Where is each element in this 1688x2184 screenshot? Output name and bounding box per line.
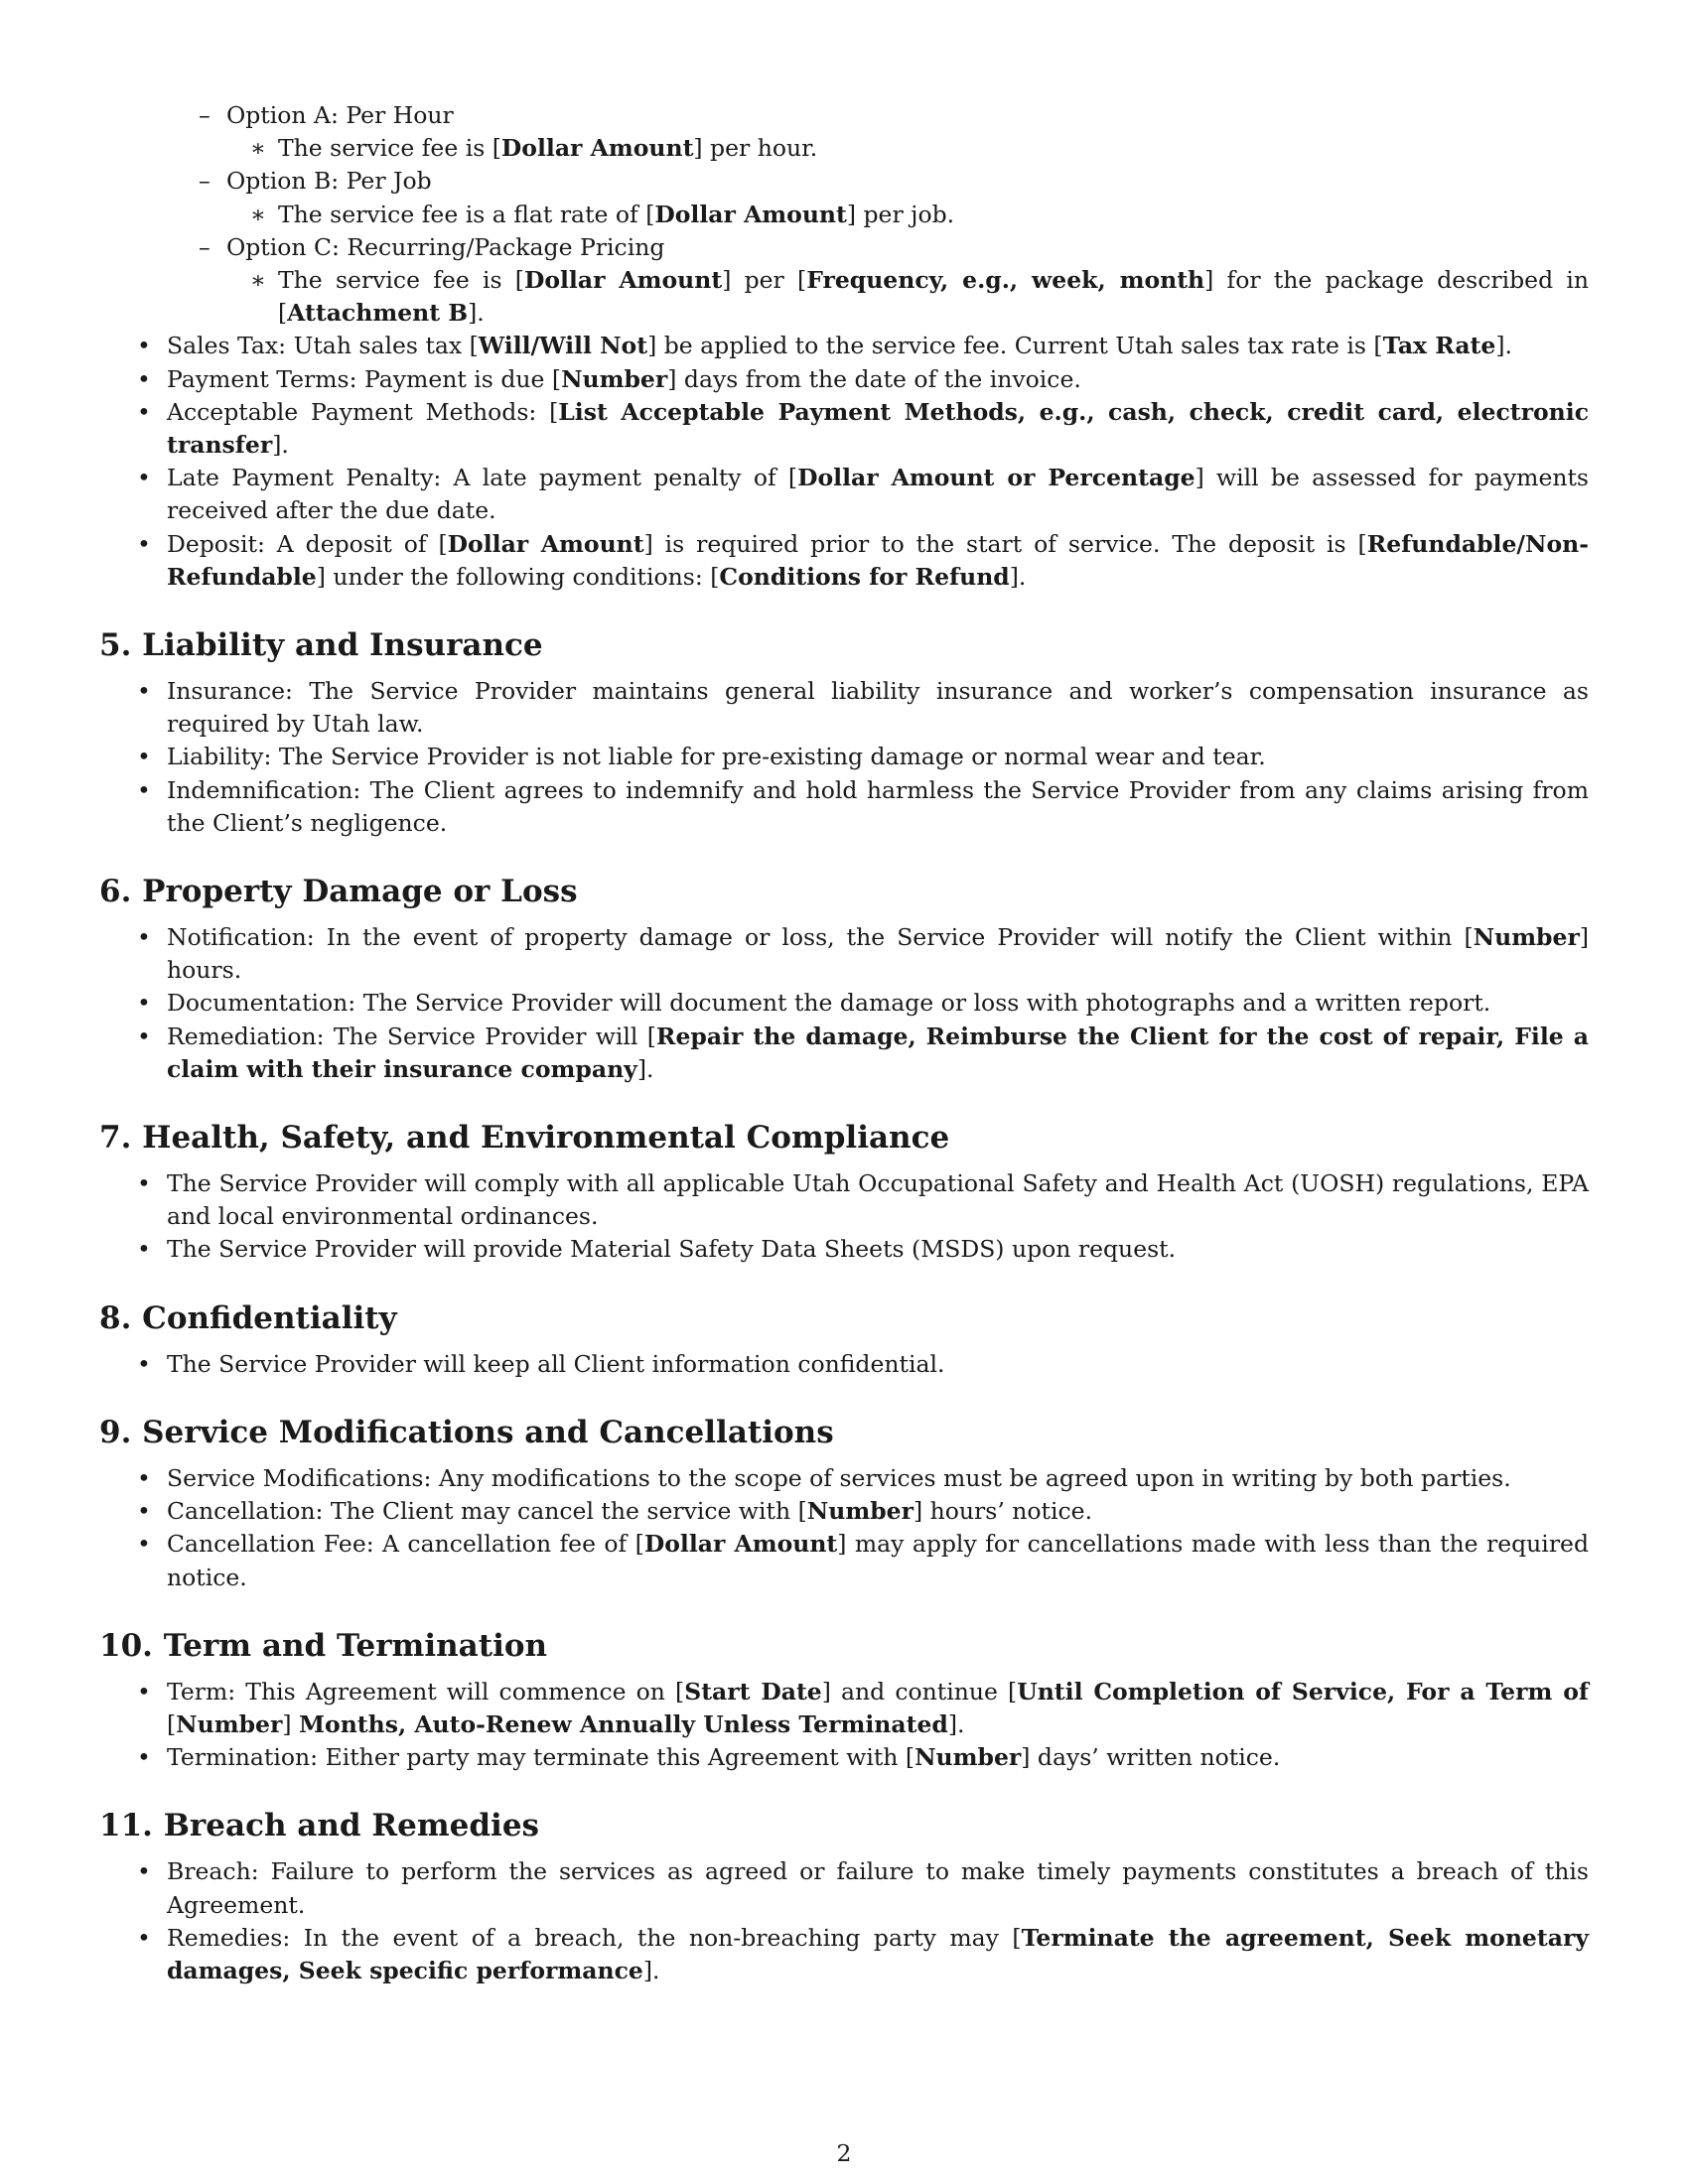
document-body	[99, 99, 1589, 1987]
list-item-deposit: • Deposit: A deposit of [Dollar Amount] is required prior to the start of service. The deposit is [Refundable/Non-Refundable] under the following conditions: [Conditions for Refund].	[137, 529, 1589, 591]
section-6-heading: 6. Property Damage or Loss	[99, 874, 578, 910]
list-item-insurance: • Insurance: The Service Provider maintains general liability insurance and worker’s compensation insurance as required by Utah law.	[137, 677, 1589, 739]
list-item-sales-tax: • Sales Tax: Utah sales tax [Will/Will Not] be applied to the service fee. Current Utah sales tax rate is [Tax Rate].	[137, 332, 1512, 360]
list-item-late-penalty: • Late Payment Penalty: A late payment penalty of [Dollar Amount or Percentage] will be assessed for payments received after the due date.	[137, 464, 1589, 525]
section-7-heading: 7. Health, Safety, and Environmental Compliance	[99, 1120, 950, 1157]
list-item-remediation: • Remediation: The Service Provider will [Repair the damage, Reimburse the Client for the cost of repair, File a claim with their insurance company].	[137, 1022, 1589, 1083]
list-item-cancellation: • Cancellation: The Client may cancel the service with [Number] hours’ notice.	[137, 1497, 1093, 1526]
section-5-heading: 5. Liability and Insurance	[99, 627, 543, 664]
list-item-cancellation-fee: • Cancellation Fee: A cancellation fee of [Dollar Amount] may apply for cancellations made with less than the required notice.	[137, 1530, 1589, 1591]
list-item-term: • Term: This Agreement will commence on [Start Date] and continue [Until Completion of Service, For a Term of [Number] Months, Auto-Renew Annually Unless Terminated].	[137, 1677, 1589, 1738]
section-8-heading: 8. Confidentiality	[99, 1299, 397, 1336]
list-item-notification: • Notification: In the event of property damage or loss, the Service Provider will notify the Client within [Number] hours.	[137, 923, 1589, 985]
list-item-uosh: • The Service Provider will comply with all applicable Utah Occupational Safety and Health Act (UOSH) regulations, EPA and local environmental ordinances.	[137, 1169, 1589, 1231]
list-item-documentation: • Documentation: The Service Provider will document the damage or loss with photographs and a written report.	[137, 989, 1491, 1018]
section-10-heading: 10. Term and Termination	[99, 1627, 548, 1664]
option-b-detail: ∗ The service fee is a flat rate of [Dollar Amount] per job.	[250, 200, 955, 228]
list-item-payment-terms: • Payment Terms: Payment is due [Number] days from the date of the invoice.	[137, 364, 1081, 393]
option-c-detail: ∗ The service fee is [Dollar Amount] per [Frequency, e.g., week, month] for the package described in [Attachment B].	[250, 266, 1589, 328]
list-item-liability: • Liability: The Service Provider is not liable for pre-existing damage or normal wear and tear.	[137, 743, 1266, 771]
option-b: – Option B: Per Job	[199, 167, 432, 196]
list-item-breach: • Breach: Failure to perform the services as agreed or failure to make timely payments constitutes a breach of this Agreement.	[137, 1857, 1589, 1919]
list-item-indemnification: • Indemnification: The Client agrees to indemnify and hold harmless the Service Provider from any claims arising from the Client’s negligence.	[137, 775, 1589, 837]
list-item-confidential: • The Service Provider will keep all Client information confidential.	[137, 1349, 945, 1378]
option-a-detail: ∗ The service fee is [Dollar Amount] per hour.	[250, 134, 818, 163]
option-c: – Option C: Recurring/Package Pricing	[199, 232, 665, 261]
option-a: – Option A: Per Hour	[199, 101, 454, 129]
list-item-payment-methods: • Acceptable Payment Methods: [List Acceptable Payment Methods, e.g., cash, check, credit card, electronic transfer].	[137, 397, 1590, 460]
list-item-msds: • The Service Provider will provide Material Safety Data Sheets (MSDS) upon request.	[137, 1235, 1177, 1264]
page-number: 2	[836, 2139, 852, 2167]
section-9-heading: 9. Service Modifications and Cancellations	[99, 1414, 834, 1450]
list-item-modifications: • Service Modifications: Any modifications to the scope of services must be agreed upon in writing by both parties.	[137, 1463, 1511, 1492]
list-item-remedies: • Remedies: In the event of a breach, the non-breaching party may [Terminate the agreement, Seek monetary damages, Seek specific performance].	[137, 1923, 1589, 1984]
list-item-termination: • Termination: Either party may terminate this Agreement with [Number] days’ written notice.	[137, 1743, 1281, 1772]
section-11-heading: 11. Breach and Remedies	[99, 1808, 540, 1844]
